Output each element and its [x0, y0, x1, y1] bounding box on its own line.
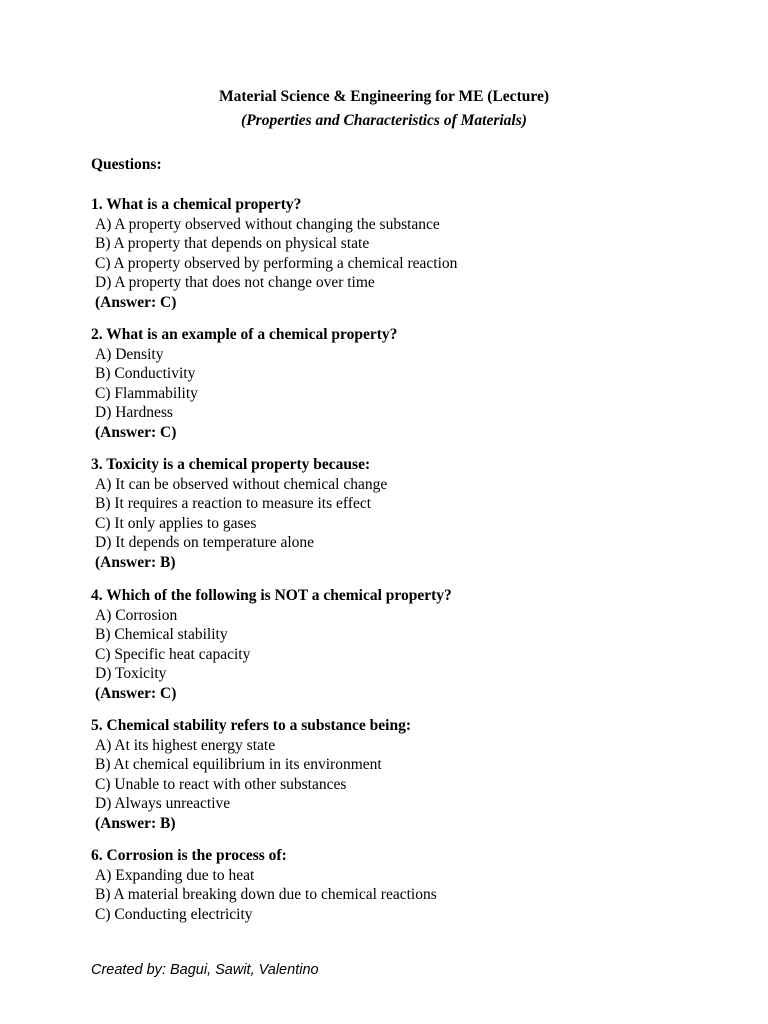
question-text: 5. Chemical stability refers to a substance being:	[91, 717, 412, 734]
document-title: Material Science & Engineering for ME (Lecture)	[218, 88, 549, 105]
option-c: C) Conducting electricity	[95, 905, 253, 923]
option-c: C) Specific heat capacity	[95, 645, 251, 663]
option-d: D) Hardness	[95, 404, 173, 421]
answer: (Answer: C)	[95, 684, 177, 702]
option-c: C) Flammability	[95, 384, 198, 402]
question-text: 3. Toxicity is a chemical property because:	[91, 456, 371, 473]
option-c: C) A property observed by performing a chemical reaction	[95, 254, 458, 272]
question-block-2	[91, 325, 691, 442]
option-a: A) At its highest energy state	[95, 736, 276, 754]
option-a: A) Density	[95, 345, 164, 363]
question-text: 4. Which of the following is NOT a chemical property?	[91, 587, 452, 604]
question-block-5	[91, 716, 691, 833]
option-c: C) Unable to react with other substances	[95, 775, 347, 793]
option-d: D) Always unreactive	[95, 795, 231, 812]
option-d: D) It depends on temperature alone	[95, 534, 315, 551]
answer: (Answer: B)	[95, 814, 176, 832]
option-b: B) It requires a reaction to measure its effect	[95, 495, 372, 512]
option-d: D) Toxicity	[95, 665, 167, 682]
option-b: B) At chemical equilibrium in its environment	[95, 756, 382, 773]
answer: (Answer: C)	[95, 423, 177, 441]
option-b: B) A property that depends on physical state	[95, 235, 370, 252]
option-b: B) Chemical stability	[95, 626, 228, 643]
answer: (Answer: C)	[95, 293, 177, 311]
option-d: D) A property that does not change over time	[95, 274, 375, 291]
option-b: B) A material breaking down due to chemical reactions	[95, 886, 437, 903]
option-a: A) Corrosion	[95, 606, 178, 624]
question-text: 6. Corrosion is the process of:	[91, 847, 287, 864]
option-a: A) A property observed without changing the substance	[95, 215, 440, 233]
question-text: 1. What is a chemical property?	[91, 196, 302, 213]
option-a: A) It can be observed without chemical change	[95, 475, 388, 493]
question-block-3	[91, 455, 691, 572]
question-block-1	[91, 195, 691, 312]
question-block-4	[91, 586, 691, 703]
document-subtitle: (Properties and Characteristics of Materials)	[241, 112, 527, 129]
option-b: B) Conductivity	[95, 365, 196, 382]
questions-heading: Questions:	[91, 156, 162, 173]
question-text: 2. What is an example of a chemical property?	[91, 326, 398, 343]
question-block-6	[91, 846, 691, 924]
answer: (Answer: B)	[95, 553, 176, 571]
footer-credit: Created by: Bagui, Sawit, Valentino	[91, 962, 319, 978]
option-a: A) Expanding due to heat	[95, 866, 255, 884]
option-c: C) It only applies to gases	[95, 514, 257, 532]
